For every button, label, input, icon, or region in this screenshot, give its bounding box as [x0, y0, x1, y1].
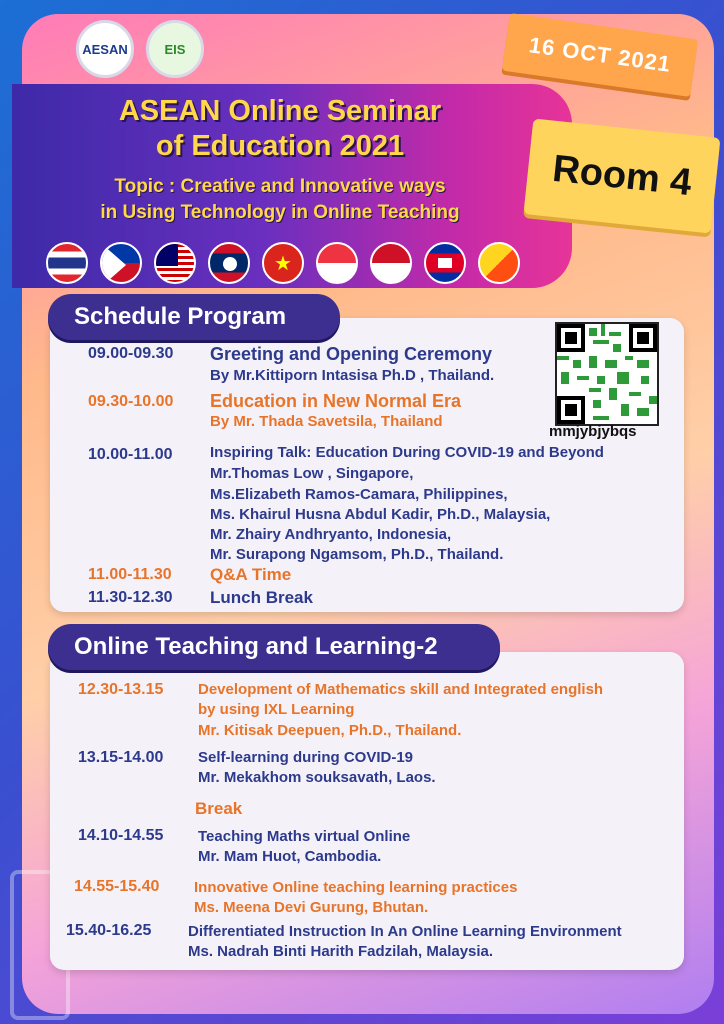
page-title-line1: ASEAN Online Seminar — [118, 95, 442, 127]
schedule-event: Innovative Online teaching learning practices — [194, 879, 518, 896]
section-title-schedule: Schedule Program — [48, 294, 340, 340]
schedule-speaker: Mr. Surapong Ngamsom, Ph.D., Thailand. — [210, 546, 504, 563]
schedule-time: 14.55-15.40 — [74, 878, 160, 895]
thailand-flag-icon — [46, 242, 88, 284]
philippines-flag-icon — [100, 242, 142, 284]
schedule-event: Lunch Break — [210, 588, 313, 607]
schedule-event: Q&A Time — [210, 565, 292, 584]
singapore-flag-icon — [316, 242, 358, 284]
section-title-teaching: Online Teaching and Learning-2 — [48, 624, 500, 670]
schedule-event: Greeting and Opening Ceremony — [210, 344, 493, 364]
schedule-time: 14.10-14.55 — [78, 827, 164, 844]
schedule-event: Inspiring Talk: Education During COVID-19 and Beyond — [210, 444, 604, 461]
eis-logo: EIS — [146, 20, 204, 78]
schedule-event: Education in New Normal Era — [210, 391, 462, 411]
aesan-logo: AESAN — [76, 20, 134, 78]
schedule-event: Teaching Maths virtual Online — [198, 828, 411, 845]
indonesia-flag-icon — [370, 242, 412, 284]
schedule-time: 13.15-14.00 — [78, 749, 164, 766]
schedule-time: 11.30-12.30 — [88, 589, 173, 606]
laos-flag-icon — [208, 242, 250, 284]
schedule-time: 12.30-13.15 — [78, 681, 164, 698]
schedule-speaker: Ms.Elizabeth Ramos-Camara, Philippines, — [210, 486, 508, 503]
schedule-time: 10.00-11.00 — [88, 446, 173, 463]
schedule-speaker: Mr. Mekakhom souksavath, Laos. — [198, 769, 436, 786]
topic-line2: in Using Technology in Online Teaching — [100, 202, 460, 223]
schedule-speaker: Ms. Khairul Husna Abdul Kadir, Ph.D., Malaysia, — [210, 506, 551, 523]
schedule-time: 09.00-09.30 — [88, 345, 174, 362]
topic-line1: Topic : Creative and Innovative ways — [114, 176, 446, 197]
schedule-speaker: By Mr.Kittiporn Intasisa Ph.D , Thailand. — [210, 367, 495, 384]
schedule-speaker: Mr.Thomas Low , Singapore, — [210, 465, 414, 482]
qr-code-label: mmjybjybqs — [549, 423, 637, 440]
break-label: Break — [195, 799, 243, 818]
schedule-event: Differentiated Instruction In An Online Learning Environment — [188, 923, 622, 940]
schedule-speaker: Mr. Mam Huot, Cambodia. — [198, 848, 382, 865]
schedule-speaker: Ms. Nadrah Binti Harith Fadzilah, Malaysia. — [188, 943, 494, 960]
schedule-event: Development of Mathematics skill and Integrated english — [198, 681, 604, 698]
flags-row — [46, 242, 520, 284]
bhutan-flag-icon — [478, 242, 520, 284]
malaysia-flag-icon — [154, 242, 196, 284]
schedule-event: by using IXL Learning — [198, 701, 355, 718]
page-title-line2: of Education 2021 — [155, 130, 405, 162]
schedule-speaker: Ms. Meena Devi Gurung, Bhutan. — [194, 899, 429, 916]
schedule-time: 15.40-16.25 — [66, 922, 152, 939]
schedule-speaker: By Mr. Thada Savetsila, Thailand — [210, 413, 443, 430]
date-badge: 16 OCT 2021 — [502, 13, 698, 97]
schedule-time: 09.30-10.00 — [88, 393, 174, 410]
cambodia-flag-icon — [424, 242, 466, 284]
schedule-time: 11.00-11.30 — [88, 566, 172, 583]
schedule-event: Self-learning during COVID-19 — [198, 749, 414, 766]
qr-code — [555, 322, 659, 426]
vietnam-flag-icon: ★ — [262, 242, 304, 284]
qr-code-icon — [557, 324, 657, 424]
schedule-speaker: Mr. Kitisak Deepuen, Ph.D., Thailand. — [198, 722, 462, 739]
room-badge: Room 4 — [523, 118, 720, 233]
schedule-speaker: Mr. Zhairy Andhryanto, Indonesia, — [210, 526, 452, 543]
